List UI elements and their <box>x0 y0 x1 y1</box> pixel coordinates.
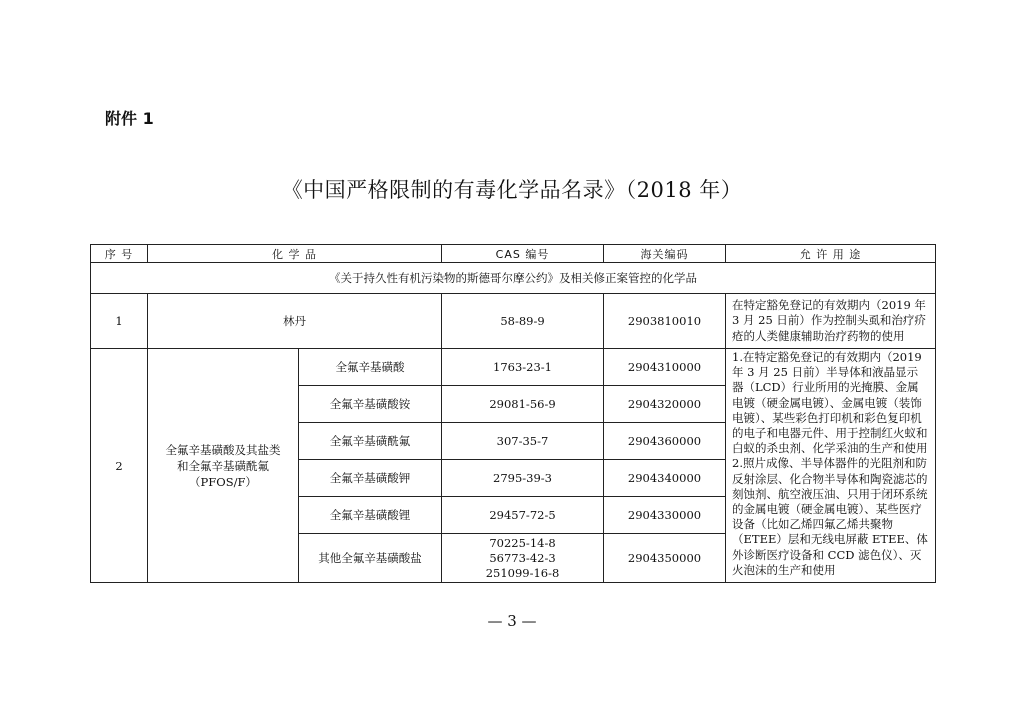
sub-cas <box>442 534 604 583</box>
sub-chemical: 全氟辛基磺酸钾 <box>299 460 442 497</box>
uses-paragraph: 1.在特定豁免登记的有效期内（2019 年 3 月 25 日前）半导体和液晶显示器（LCD）行业所用的光掩膜、金属电镀（硬金属电镀）、金属电镀（装饰电镀）、某些彩色打印机和彩色复印机的电子和电器元件、用于控制红火蚁和白蚁的杀虫剂、化学采油的生产和使用 <box>732 350 928 456</box>
sub-cas: 2795-39-3 <box>442 460 604 497</box>
group-line: 和全氟辛基磺酰氟 <box>177 458 269 473</box>
sub-customs: 2904320000 <box>604 386 726 423</box>
table-row <box>91 349 936 386</box>
header-seq: 序 号 <box>91 245 148 263</box>
sub-chemical: 其他全氟辛基磺酸盐 <box>299 534 442 583</box>
sub-customs: 2904360000 <box>604 423 726 460</box>
table-header-row <box>91 245 936 263</box>
sub-cas: 1763-23-1 <box>442 349 604 386</box>
sub-cas: 29081-56-9 <box>442 386 604 423</box>
cas-line: 56773-42-3 <box>489 550 556 565</box>
row-seq: 2 <box>91 349 148 583</box>
section-row <box>91 263 936 294</box>
row-cas: 58-89-9 <box>442 294 604 349</box>
row-uses <box>726 349 936 583</box>
uses-paragraph: 2.照片成像、半导体器件的光阻剂和防反射涂层、化合物半导体和陶瓷滤芯的刻蚀剂、航空液压油、只用于闭环系统的金属电镀（硬金属电镀）、某些医疗设备（比如乙烯四氟乙烯共聚物（ETEE）层和无线电屏蔽 ETEE、体外诊断医疗设备和 CCD 滤色仪）、灭火泡沫的生产和使用 <box>732 456 928 577</box>
sub-customs: 2904340000 <box>604 460 726 497</box>
table-row <box>91 294 936 349</box>
sub-chemical: 全氟辛基磺酸 <box>299 349 442 386</box>
sub-chemical: 全氟辛基磺酰氟 <box>299 423 442 460</box>
cas-line: 251099-16-8 <box>485 565 560 580</box>
attachment-label: 附件 1 <box>105 109 154 128</box>
sub-chemical: 全氟辛基磺酸锂 <box>299 497 442 534</box>
sub-chemical: 全氟辛基磺酸铵 <box>299 386 442 423</box>
sub-customs: 2904350000 <box>604 534 726 583</box>
cas-line: 70225-14-8 <box>489 535 556 550</box>
header-customs: 海关编码 <box>604 245 726 263</box>
header-uses: 允 许 用 途 <box>726 245 936 263</box>
group-line: 全氟辛基磺酸及其盐类 <box>165 442 281 457</box>
sub-customs: 2904310000 <box>604 349 726 386</box>
section-title: 《关于持久性有机污染物的斯德哥尔摩公约》及相关修正案管控的化学品 <box>91 263 936 294</box>
chemicals-table <box>90 244 936 583</box>
sub-customs: 2904330000 <box>604 497 726 534</box>
page-number: — 3 — <box>487 612 537 630</box>
sub-cas: 307-35-7 <box>442 423 604 460</box>
row-chemical: 林丹 <box>148 294 442 349</box>
header-chemical: 化 学 品 <box>148 245 442 263</box>
page-title: 《中国严格限制的有毒化学品名录》（2018 年） <box>281 178 743 202</box>
row-customs: 2903810010 <box>604 294 726 349</box>
row-uses: 在特定豁免登记的有效期内（2019 年 3 月 25 日前）作为控制头虱和治疗疥疮的人类健康辅助治疗药物的使用 <box>726 294 936 349</box>
sub-cas: 29457-72-5 <box>442 497 604 534</box>
row-group-chemical <box>148 349 299 583</box>
header-cas: CAS 编号 <box>442 245 604 263</box>
group-line: （PFOS/F） <box>189 474 257 489</box>
row-seq: 1 <box>91 294 148 349</box>
